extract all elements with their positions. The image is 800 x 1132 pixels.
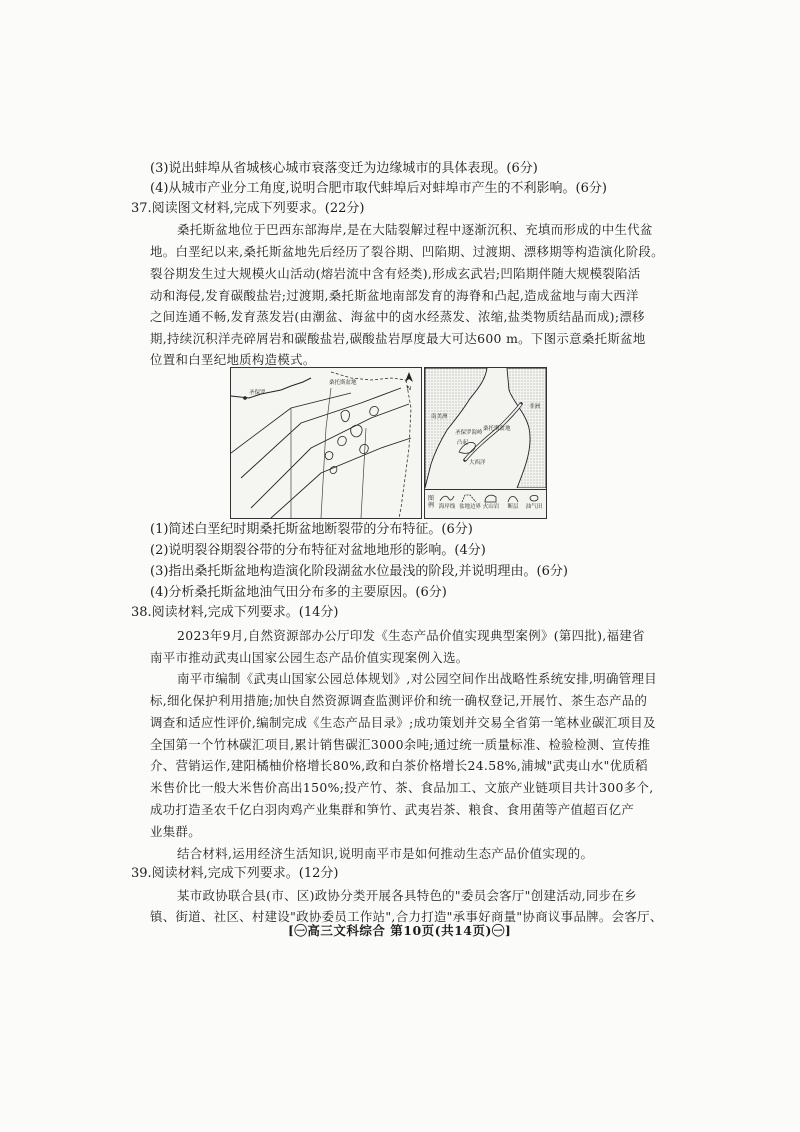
q38-paragraph-line: 标,细化保护利用措施;加快自然资源调查监测评价和统一确权登记,开展竹、茶生态产品的 (150, 693, 648, 708)
q36-sub4: (4)从城市产业分工角度,说明合肥市取代蚌埠后对蚌埠市产生的不利影响。(6分) (150, 181, 607, 196)
q38-paragraph-line: 南平市编制《武夷山国家公园总体规划》,对公园空间作出战略性系统安排,明确管理目 (177, 671, 657, 686)
legend-title: 图例 (428, 495, 435, 509)
q38-paragraph-line: 业集群。 (150, 824, 201, 839)
legend-item (437, 492, 457, 518)
legend-label: 火山岩 (482, 504, 500, 510)
q38-heading: 38.阅读材料,完成下列要求。(14分) (131, 605, 339, 620)
q37-paragraph-line: 裂谷期发生过大规模火山活动(熔岩流中含有烃类),形成玄武岩;凹陷期伴随大规模裂陷活 (150, 266, 641, 281)
q37-paragraph-line: 地。白垩纪以来,桑托斯盆地先后经历了裂谷期、凹陷期、过渡期、漂移期等构造演化阶段。 (150, 244, 664, 259)
q39-paragraph-line: 镇、街道、社区、村建设"政协委员工作站",合力打造"承事好商量"协商议事品牌。会客厅、 (150, 909, 663, 924)
north-label: N (407, 386, 412, 392)
q37-paragraph-line: 期,持续沉积洋壳碎屑岩和碳酸盐岩,碳酸盐岩厚度最大可达600 m。下图示意桑托斯盆地 (150, 331, 646, 346)
ocean-label: 大西洋 (469, 460, 486, 466)
q39-heading: 39.阅读材料,完成下列要求。(12分) (131, 866, 339, 881)
q38-paragraph-line: 调查和适应性评价,编制完成《生态产品目录》;成功策划并交易全省第一笔林业碳汇项目及 (150, 715, 656, 730)
africa-label: 非洲 (529, 404, 541, 410)
legend-label: 油气田 (525, 504, 543, 510)
q37-paragraph-line: 位置和白垩纪地质构造模式。 (150, 352, 316, 367)
q38-paragraph-line: 米售价比一般大米售价高出150%;投产竹、茶、食品加工、文旅产业链项目共计300多个, (150, 780, 654, 795)
q38-paragraph-line: 南平市推动武夷山国家公园生态产品价值实现案例入选。 (150, 650, 469, 665)
page-footer: [㊀高三文科综合 第10页(共14页)㊀] (288, 923, 512, 938)
legend-label: 海岸线 (438, 504, 456, 510)
q37-question: (3)指出桑托斯盆地构造演化阶段湖盆水位最浅的阶段,并说明理由。(6分) (150, 564, 568, 579)
legend-item (459, 492, 482, 518)
coastline-swatch-icon (439, 493, 455, 503)
legend-item (481, 492, 501, 518)
q37-question: (1)简述白垩纪时期桑托斯盆地断裂带的分布特征。(6分) (150, 522, 473, 537)
q37-paragraph-line: 桑托斯盆地位于巴西东部海岸,是在大陆裂解过程中逐渐沉积、充填而形成的中生代盆 (177, 222, 653, 237)
city-label: 圣保罗 (249, 390, 266, 396)
q37-paragraph-line: 动和海侵,发育碳酸盐岩;过渡期,桑托斯盆地南部发育的海脊和凸起,造成盆地与南大西洋 (150, 288, 639, 303)
uplift-label: 凸起 (457, 440, 469, 446)
legend-label: 断层 (507, 504, 519, 510)
legend-item (524, 492, 544, 518)
q38-paragraph-line: 2023年9月,自然资源部办公厅印发《生态产品价值实现典型案例》(第四批),福建省 (177, 628, 645, 643)
location-map-drawing (425, 368, 546, 488)
location-map (424, 367, 547, 519)
ridge-label: 圣保罗海岭 (455, 430, 483, 436)
south-america-land (425, 368, 487, 488)
q38-paragraph-line: 全国第一个竹林碳汇项目,累计销售碳汇3000余吨;通过统一质量标准、检验检测、宣传推 (150, 737, 651, 752)
q38-paragraph-line: 成功打造圣农千亿白羽肉鸡产业集群和笋竹、武夷岩茶、粮食、食用菌等产值超百亿产 (150, 802, 635, 817)
basin-edge-label: 桑托斯盆地 (329, 380, 357, 386)
legend-item (503, 492, 523, 518)
q38-paragraph-line: 介、营销运作,建阳橘柚价格增长80%,政和白茶价格增长24.58%,浦城"武夷山水"优质稻 (150, 758, 648, 773)
fault-map-drawing (231, 368, 421, 518)
fault-map (230, 367, 422, 519)
legend-label: 盆地边界 (459, 504, 482, 510)
south-america-label: 南美洲 (431, 414, 448, 420)
oil-gas-field-swatch-icon (526, 493, 542, 503)
africa-land (507, 368, 546, 488)
q38-question: 结合材料,运用经济生活知识,说明南平市是如何推动生态产品价值实现的。 (177, 846, 594, 861)
basin-boundary-swatch-icon (461, 493, 477, 503)
map-legend (425, 489, 546, 519)
q36-sub3: (3)说出蚌埠从省城核心城市衰落变迁为边缘城市的具体表现。(6分) (150, 161, 538, 176)
volcanic-rock-swatch-icon (483, 493, 499, 503)
q37-question: (2)说明裂谷期裂谷带的分布特征对盆地地形的影响。(4分) (150, 543, 486, 558)
q37-question: (4)分析桑托斯盆地油气田分布多的主要原因。(6分) (150, 585, 447, 600)
q37-paragraph-line: 之间连通不畅,发育蒸发岩(由潮盆、海盆中的卤水经蒸发、浓缩,盐类物质结晶而成);漂移 (150, 309, 645, 324)
q37-heading: 37.阅读图文材料,完成下列要求。(22分) (131, 201, 365, 216)
santos-basin-figure (230, 367, 546, 517)
basin-label: 桑托斯盆地 (483, 426, 511, 432)
q39-paragraph-line: 某市政协联合县(市、区)政协分类开展各具特色的"委员会客厅"创建活动,同步在乡 (177, 888, 637, 903)
north-arrow-icon (405, 372, 413, 382)
fault-swatch-icon (505, 493, 521, 503)
